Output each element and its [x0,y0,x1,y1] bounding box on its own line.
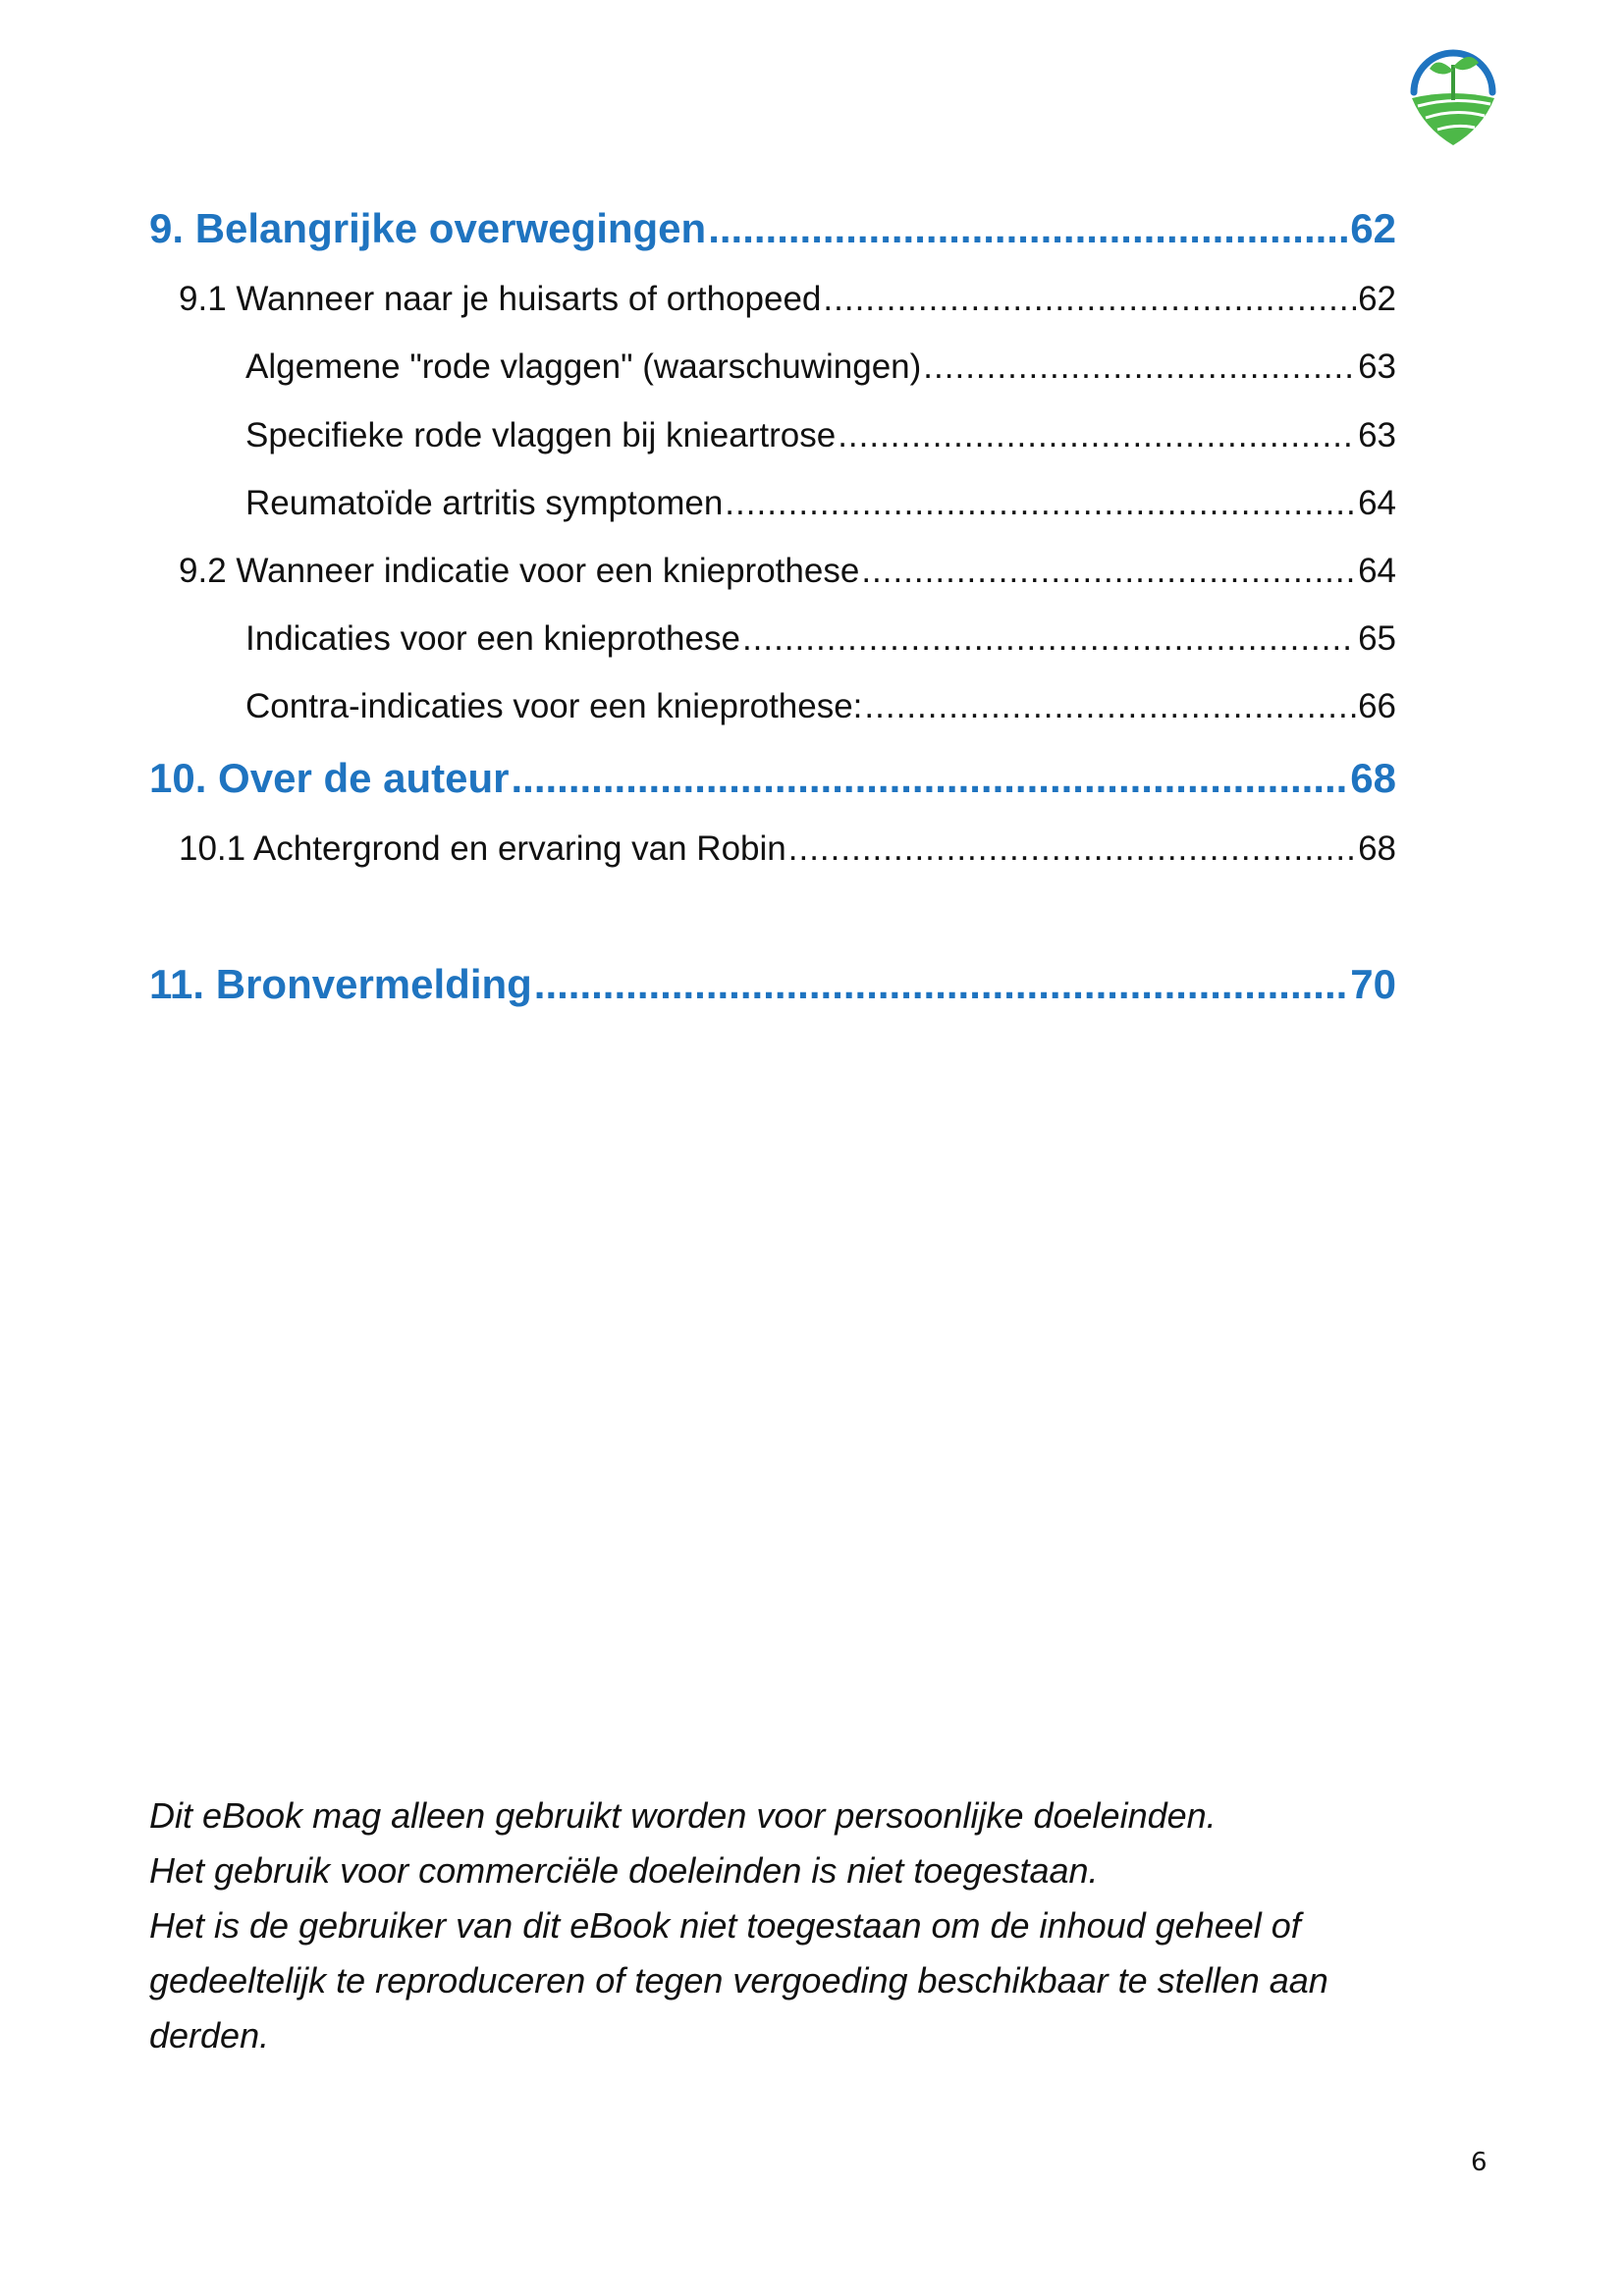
toc-leader-dots [923,345,1356,390]
toc-entry-page: 64 [1358,484,1396,522]
toc-entry-title: 9.2 Wanneer indicatie voor een knieprothese [179,552,860,590]
toc-leader-dots [788,827,1356,872]
toc-entry[interactable] [149,958,1396,1011]
toc-entry-title: 10.1 Achtergrond en ervaring van Robin [179,829,786,868]
toc-entry-page: 62 [1358,280,1396,318]
toc-leader-dots [725,481,1356,526]
toc-entry[interactable] [149,277,1396,322]
toc-entry-page: 68 [1350,755,1396,801]
toc-entry-title: 10. Over de auteur [149,755,510,801]
toc-entry-title: Specifieke rode vlaggen bij knieartrose [245,416,837,454]
toc-leader-dots [838,413,1356,458]
toc-leader-dots [742,616,1356,662]
toc-entry[interactable] [149,827,1396,872]
toc-entry[interactable] [149,684,1396,729]
notice-line: Het is de gebruiker van dit eBook niet toegestaan om de inhoud geheel of [149,1905,1301,1946]
notice-line: derden. [149,2015,270,2056]
notice-line: Dit eBook mag alleen gebruikt worden voor persoonlijke doeleinden. [149,1795,1217,1836]
notice-line: Het gebruik voor commerciële doeleinden is niet toegestaan. [149,1850,1099,1891]
toc-leader-dots [512,752,1349,805]
toc-entry[interactable] [149,616,1396,662]
toc-entry-title: Contra-indicaties voor een knieprothese: [245,687,863,725]
toc-entry-title: Algemene "rode vlaggen" (waarschuwingen) [245,347,922,386]
toc-entry-title: 9. Belangrijke overwegingen [149,205,707,251]
page-number: 6 [1471,2148,1488,2177]
toc-leader-dots [864,684,1356,729]
toc-entry-page: 63 [1358,416,1396,454]
toc-entry-page: 65 [1358,619,1396,658]
toc-entry[interactable] [149,481,1396,526]
toc-leader-dots [823,277,1356,322]
toc-entry[interactable] [149,752,1396,805]
toc-entry-title: 11. Bronvermelding [149,961,532,1007]
toc-entry-page: 68 [1358,829,1396,868]
sprout-logo-icon [1404,41,1502,147]
toc-entry[interactable] [149,345,1396,390]
toc-entry-page: 66 [1358,687,1396,725]
toc-entry-page: 62 [1350,205,1396,251]
toc-entry-title: Indicaties voor een knieprothese [245,619,740,658]
copyright-notice [149,1789,1426,2063]
notice-line: gedeeltelijk te reproduceren of tegen vergoeding beschikbaar te stellen aan [149,1960,1328,2001]
toc-entry-page: 70 [1350,961,1396,1007]
toc-leader-dots [708,202,1348,255]
toc-entry-page: 63 [1358,347,1396,386]
toc-entry-page: 64 [1358,552,1396,590]
toc-entry[interactable] [149,202,1396,255]
toc-entry-title: Reumatoïde artritis symptomen [245,484,724,522]
toc-leader-dots [861,549,1356,594]
toc-entry-title: 9.1 Wanneer naar je huisarts of orthopeed [179,280,822,318]
toc-leader-dots [534,958,1348,1011]
toc-entry[interactable] [149,549,1396,594]
toc-entry[interactable] [149,413,1396,458]
